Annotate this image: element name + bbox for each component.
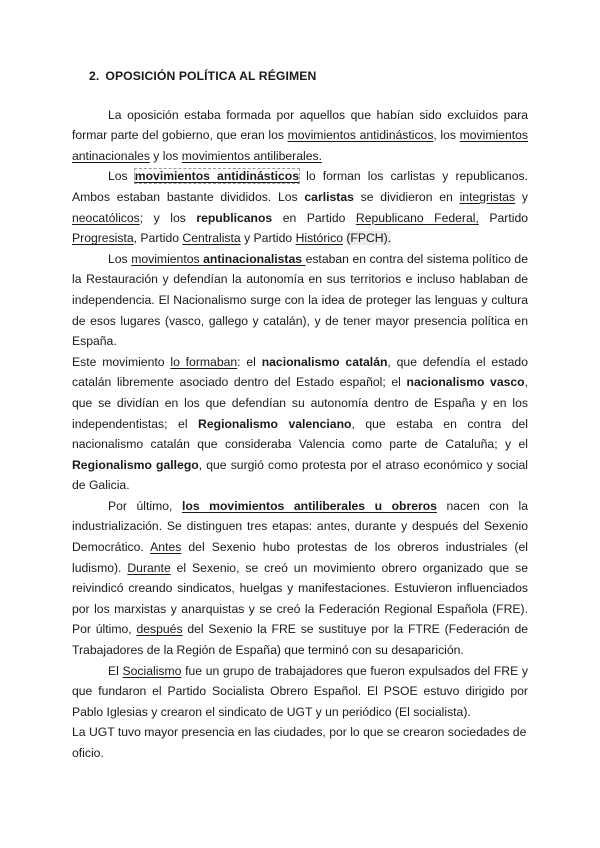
paragraph-intro (72, 105, 528, 167)
bold-term: Regionalismo gallego (72, 457, 199, 472)
paragraph-antiliberales (72, 496, 528, 661)
text-run: del Sexenio hubo protestas de los obreros industriales (el ludismo). (72, 540, 528, 575)
underlined-term: Centralista (182, 231, 241, 246)
text-run: del Sexenio la FRE se sustituye por la FTRE (Federación de Trabajadores de la Región de España) que terminó con su desaparición. (72, 622, 528, 658)
bold-term: nacionalismo vasco (406, 375, 525, 390)
text-run: y los (149, 148, 182, 163)
bold-term: nacionalismo catalán (261, 354, 388, 369)
bold-underlined-term: antinacionalistas (203, 251, 306, 266)
paragraph-movimiento (72, 352, 528, 496)
text-run: lo forman los carlistas y republicanos. Ambos estaban bastante divididos. Los (72, 169, 528, 204)
underlined-term: integristas (459, 189, 516, 204)
paragraph-antinacionalistas (72, 249, 528, 352)
text-run: nacen con la industrialización. Se distinguen tres etapas: antes, durante y después del Sexenio Democrático. (72, 498, 528, 555)
text-run: , Partido (133, 231, 183, 246)
underlined-term: movimientos antidinásticos (287, 128, 434, 143)
text-run: : el (237, 354, 262, 369)
underlined-term: Republicano Federal, (355, 210, 479, 225)
section-number: 2. (89, 69, 100, 83)
text-run: El (108, 663, 123, 678)
underlined-term: movimientos (131, 251, 204, 266)
underlined-term: después (136, 622, 183, 637)
underlined-term: movimientos antinacionales (72, 128, 528, 163)
underlined-term: Progresista (72, 231, 134, 246)
text-run: Los (108, 169, 135, 184)
underlined-term: Socialismo (122, 663, 182, 678)
section-heading (89, 66, 528, 87)
text-run: y (515, 189, 528, 204)
text-run: Partido (478, 210, 528, 225)
bold-term: Regionalismo valenciano (198, 416, 352, 431)
text-run: , que surgió como protesta por el atraso económico y social de Galicia. (72, 457, 528, 493)
text-run: ; y los (139, 210, 197, 225)
text-run: el Sexenio, se creó un movimiento obrero organizado que se reivindicó creando sindicatos, huelgas y manifestaciones. Estuvieron influenciados por los marxistas y anarquistas y se creó la Federación Regional Española (FRE). Por último, (72, 560, 528, 637)
text-run: , que se dividían en los que defendían su autonomía dentro de España y en los independentistas; el (72, 375, 528, 431)
text-run: y Partido (240, 231, 296, 246)
text-run: , que defendía el estado catalán libremente asociado dentro del Estado español; el (72, 354, 528, 390)
text-run: , los (433, 128, 460, 143)
text-run: Este movimiento (72, 354, 171, 369)
highlighted-term: (FPCH). (346, 231, 392, 246)
boxed-term: movimientos antidinásticos (134, 169, 299, 184)
text-run: estaban en contra del sistema político de la Restauración y defendían la autonomía en sus territorios e incluso hablaban de independencia. El Nacionalismo surge con la idea de proteger las lenguas y cultura de esos lugares (vasco, gallego y catalán), y de tener mayor presencia política en España. (72, 251, 528, 349)
text-run: se dividieron en (353, 189, 460, 204)
bold-term: republicanos (196, 210, 273, 225)
paragraph-ugt (72, 722, 528, 763)
bold-term: carlistas (304, 189, 354, 204)
text-run: , que estaba en contra del nacionalismo catalán que consideraba Valencia como parte de Cataluña; y el (72, 416, 529, 452)
text-run: fue un grupo de trabajadores que fueron expulsados del FRE y que fundaron el Partido Socialista Obrero Español. El PSOE estuvo dirigido por Pablo Iglesias y crearon el sindicato de UGT y un periódico (El socialista). (72, 663, 528, 719)
underlined-term: neocatólicos (72, 210, 140, 225)
text-run: Por último, (108, 498, 182, 513)
text-run: La UGT tuvo mayor presencia en las ciudades, por lo que se crearon sociedades de oficio. (72, 725, 527, 760)
underlined-term: lo formaban (170, 354, 238, 369)
paragraph-antidinasticos (72, 166, 528, 248)
underlined-term: movimientos antiliberales. (181, 148, 322, 163)
text-run: Los (108, 251, 132, 266)
bold-underlined-term: los movimientos antiliberales u obreros (181, 498, 437, 513)
underlined-term: Antes (150, 540, 182, 555)
document-page (72, 66, 528, 764)
text-run: en Partido (272, 210, 356, 225)
section-title: OPOSICIÓN POLÍTICA AL RÉGIMEN (105, 69, 317, 83)
text-run: La oposición estaba formada por aquellos que habían sido excluidos para formar parte del gobierno, que eran los (72, 107, 528, 143)
paragraph-socialismo (72, 661, 528, 723)
underlined-term: Durante (127, 560, 171, 575)
underlined-term: Histórico (295, 231, 343, 246)
